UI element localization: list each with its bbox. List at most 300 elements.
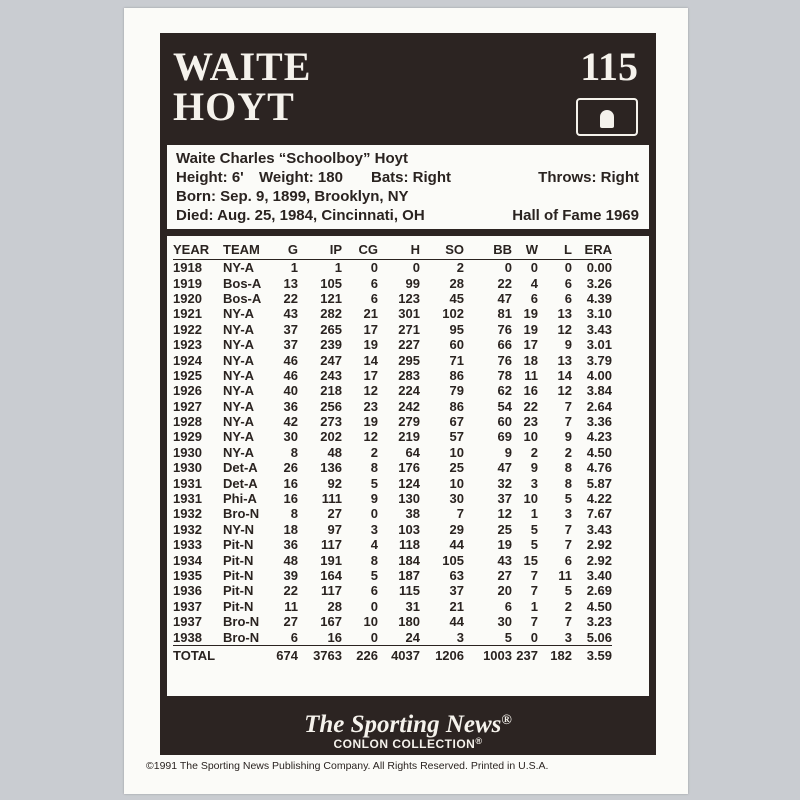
stats-cell: 1938 [173, 629, 202, 645]
stats-cell: 105 [320, 275, 342, 291]
stats-cell: 1919 [173, 275, 202, 291]
stats-row [173, 322, 612, 337]
stats-cell: 46 [283, 367, 298, 383]
stats-cell: 19 [363, 337, 378, 353]
stats-cell: 13 [557, 352, 572, 368]
stats-cell: 22 [523, 398, 538, 414]
stats-cell: 19 [363, 414, 378, 430]
stats-cell: 48 [327, 444, 342, 460]
stats-total-row [173, 645, 612, 665]
stats-total-cell: 182 [538, 645, 572, 665]
stats-cell: 6 [530, 290, 538, 306]
stats-header-cell: G [273, 240, 298, 260]
stats-cell: 3.43 [586, 321, 612, 337]
stats-cell: 8 [370, 460, 378, 476]
stats-cell: 191 [320, 552, 342, 568]
stats-cell: 1936 [173, 583, 202, 599]
stats-cell: Pit-N [223, 568, 254, 583]
player-first-name: WAITE [173, 44, 312, 89]
stats-cell: 1918 [173, 260, 202, 276]
stats-total-cell: 3.59 [572, 645, 612, 665]
stats-cell: 19 [523, 321, 538, 337]
stats-cell: 180 [398, 614, 420, 630]
stats-cell: 6 [564, 275, 572, 291]
stats-cell: 283 [398, 367, 420, 383]
stats-cell: 7 [564, 521, 572, 537]
stats-cell: 60 [449, 337, 464, 353]
stats-cell: 69 [497, 429, 512, 445]
stats-cell: 64 [405, 444, 420, 460]
stats-cell: 5 [530, 537, 538, 553]
stats-cell: 16 [327, 629, 342, 645]
stats-cell: 30 [283, 429, 298, 445]
stats-cell: 3.10 [586, 306, 612, 322]
stats-cell: 27 [283, 614, 298, 630]
stats-total-cell: 237 [512, 645, 538, 665]
stats-cell: 27 [327, 506, 342, 522]
stats-cell: 7.67 [586, 506, 612, 522]
stats-cell: 6 [370, 290, 378, 306]
stats-cell: 3.23 [586, 614, 612, 630]
stats-cell: 117 [321, 583, 342, 599]
stats-cell: 0 [564, 260, 572, 276]
stats-cell: 224 [398, 383, 420, 399]
stats-cell: 1920 [173, 290, 202, 306]
bio-full-name: Waite Charles “Schoolboy” Hoyt [176, 150, 408, 167]
stats-header-cell: YEAR [173, 240, 223, 260]
stats-cell: 3 [456, 629, 464, 645]
stats-cell: 44 [449, 537, 464, 553]
stats-cell: 242 [398, 398, 420, 414]
stats-header-cell: CG [342, 240, 378, 260]
stats-row [173, 614, 612, 629]
stats-cell: 10 [363, 614, 378, 630]
stats-cell: 256 [320, 398, 342, 414]
stats-row [173, 599, 612, 614]
stats-row [173, 491, 612, 506]
stats-cell: 6 [290, 629, 298, 645]
stats-cell: 117 [321, 537, 342, 553]
stats-cell: 43 [283, 306, 298, 322]
stats-cell: 121 [320, 290, 342, 306]
stats-cell: 28 [327, 598, 342, 614]
stats-cell: 19 [523, 306, 538, 322]
stats-cell: 13 [557, 306, 572, 322]
stats-cell: 5 [530, 521, 538, 537]
stats-cell: NY-A [223, 352, 255, 368]
stats-cell: 46 [283, 352, 298, 368]
stats-row [173, 383, 612, 398]
stats-cell: 29 [449, 521, 464, 537]
copyright-notice: ©1991 The Sporting News Publishing Company. All Rights Reserved. Printed in U.S.A. [146, 760, 549, 772]
stats-cell: NY-A [223, 414, 255, 430]
stats-cell: 202 [320, 429, 342, 445]
conlon-collection-label: CONLON COLLECTION® [333, 736, 483, 751]
stats-row [173, 522, 612, 537]
stats-cell: 12 [497, 506, 512, 522]
stats-cell: 6 [504, 598, 512, 614]
stats-cell: 1930 [173, 460, 202, 476]
stats-cell: NY-A [223, 306, 255, 322]
bio-throws: Throws: Right [538, 169, 639, 186]
stats-cell: Det-A [223, 475, 258, 491]
stats-cell: 57 [449, 429, 464, 445]
stats-cell: 1926 [173, 383, 202, 399]
stats-cell: 3.36 [586, 414, 612, 430]
stats-cell: 22 [283, 583, 298, 599]
stats-cell: 54 [497, 398, 512, 414]
stats-cell: 67 [449, 414, 464, 430]
stats-cell: 1 [334, 260, 342, 276]
stats-cell: NY-A [223, 398, 255, 414]
stats-cell: 13 [283, 275, 298, 291]
stats-header-cell: ERA [572, 240, 612, 260]
stats-cell: Bro-N [223, 629, 260, 645]
stats-cell: 0 [504, 260, 512, 276]
stats-cell: 6 [370, 583, 378, 599]
bio-panel [167, 145, 649, 229]
stats-cell: 2.69 [586, 583, 612, 599]
stats-cell: 3 [370, 521, 378, 537]
stats-cell: 218 [320, 383, 342, 399]
stats-cell: 8 [564, 460, 572, 476]
stats-cell: 1931 [173, 491, 202, 507]
stats-cell: 4.76 [586, 460, 612, 476]
stats-cell: 1924 [173, 352, 202, 368]
stats-cell: 1931 [173, 475, 202, 491]
mlb-players-logo-icon [576, 98, 638, 136]
stats-total-cell [223, 645, 273, 665]
stats-cell: 3.43 [586, 521, 612, 537]
stats-cell: 1937 [173, 598, 202, 614]
stats-cell: 25 [449, 460, 464, 476]
stats-cell: 227 [398, 337, 420, 353]
stats-cell: 0 [370, 598, 378, 614]
stats-cell: 27 [497, 568, 512, 583]
stats-cell: 79 [449, 383, 464, 399]
stats-cell: 4.23 [586, 429, 612, 445]
stats-row [173, 352, 612, 367]
stats-cell: 4.22 [586, 491, 612, 507]
stats-cell: 63 [449, 568, 464, 583]
stats-cell: 2 [564, 598, 572, 614]
bio-hall-of-fame: Hall of Fame 1969 [512, 207, 639, 224]
card-frame [160, 33, 656, 755]
bio-born: Born: Sep. 9, 1899, Brooklyn, NY [176, 188, 409, 205]
stats-cell: NY-A [223, 444, 255, 460]
stats-row [173, 275, 612, 290]
stats-cell: 6 [370, 275, 378, 291]
stats-cell: 3 [564, 506, 572, 522]
stats-cell: 1932 [173, 506, 202, 522]
stats-cell: 36 [283, 537, 298, 553]
stats-cell: 8 [564, 475, 572, 491]
bio-height: Height: 6' [176, 169, 244, 186]
stats-cell: 136 [320, 460, 342, 476]
stats-cell: 28 [449, 275, 464, 291]
stats-cell: 1925 [173, 367, 202, 383]
stats-cell: 5 [564, 491, 572, 507]
stats-cell: 124 [398, 475, 420, 491]
stats-header-row [173, 240, 612, 260]
bio-measurements [176, 168, 639, 188]
player-name [173, 44, 312, 129]
stats-header-cell: W [512, 240, 538, 260]
stats-cell: NY-A [223, 367, 255, 383]
stats-total-cell: 3763 [298, 645, 342, 665]
stats-cell: 10 [523, 491, 538, 507]
stats-cell: 78 [497, 367, 512, 383]
stats-row [173, 629, 612, 645]
stats-cell: 1921 [173, 306, 202, 322]
stats-row [173, 506, 612, 521]
stats-cell: Det-A [223, 460, 258, 476]
stats-cell: 16 [283, 475, 298, 491]
stats-cell: 4 [370, 537, 378, 553]
stats-cell: 164 [320, 568, 342, 583]
sporting-news-logo: The Sporting News® [304, 711, 512, 738]
stats-cell: Pit-N [223, 552, 254, 568]
player-last-name: HOYT [173, 84, 295, 129]
stats-cell: 273 [320, 414, 342, 430]
stats-cell: 17 [523, 337, 538, 353]
stats-cell: 0 [370, 260, 378, 276]
stats-cell: 1930 [173, 444, 202, 460]
stats-cell: 86 [449, 367, 464, 383]
stats-cell: 7 [530, 614, 538, 630]
stats-cell: 47 [497, 460, 512, 476]
stats-table [173, 240, 612, 665]
stats-cell: 1922 [173, 321, 202, 337]
stats-cell: 265 [320, 321, 342, 337]
stats-cell: 32 [497, 475, 512, 491]
stats-cell: 44 [449, 614, 464, 630]
stats-cell: 4.50 [586, 444, 612, 460]
stats-cell: 66 [497, 337, 512, 353]
stats-cell: 3 [564, 629, 572, 645]
stats-cell: 3.79 [586, 352, 612, 368]
stats-cell: 45 [449, 290, 464, 306]
stats-cell: 97 [327, 521, 342, 537]
stats-row [173, 306, 612, 321]
stats-cell: 11 [558, 568, 572, 583]
stats-total-cell: 226 [342, 645, 378, 665]
stats-cell: 9 [530, 460, 538, 476]
stats-cell: Pit-N [223, 598, 254, 614]
stats-header-cell: H [378, 240, 420, 260]
stats-cell: 4.50 [586, 598, 612, 614]
stats-panel [167, 236, 649, 696]
stats-cell: 2 [456, 260, 464, 276]
stats-header-cell: IP [298, 240, 342, 260]
stats-cell: 12 [363, 429, 378, 445]
stats-cell: Bro-N [223, 614, 260, 630]
stats-cell: 24 [405, 629, 420, 645]
stats-cell: 7 [564, 537, 572, 553]
stats-cell: Phi-A [223, 491, 257, 507]
stats-cell: Bro-N [223, 506, 260, 522]
stats-cell: 0 [370, 506, 378, 522]
stats-row [173, 399, 612, 414]
stats-cell: 37 [283, 321, 298, 337]
stats-cell: 15 [523, 552, 538, 568]
stats-cell: 130 [398, 491, 420, 507]
stats-row [173, 291, 612, 306]
stats-cell: 0 [530, 629, 538, 645]
bio-died: Died: Aug. 25, 1984, Cincinnati, OH [176, 207, 425, 224]
stats-cell: 38 [405, 506, 420, 522]
stats-cell: Pit-N [223, 583, 254, 599]
stats-row [173, 568, 612, 583]
stats-cell: 4.39 [586, 290, 612, 306]
card-number: 115 [580, 44, 638, 89]
stats-cell: 3.26 [586, 275, 612, 291]
stats-cell: 271 [398, 321, 420, 337]
stats-cell: 47 [497, 290, 512, 306]
stats-cell: 5.06 [586, 629, 612, 645]
stats-cell: NY-A [223, 260, 255, 276]
stats-cell: 1932 [173, 521, 202, 537]
stats-cell: 0 [370, 629, 378, 645]
stats-cell: 18 [283, 521, 298, 537]
stats-cell: 9 [564, 337, 572, 353]
stats-cell: 243 [320, 367, 342, 383]
stats-cell: 7 [564, 414, 572, 430]
stats-total-cell: 674 [273, 645, 298, 665]
stats-cell: 42 [283, 414, 298, 430]
stats-cell: 37 [283, 337, 298, 353]
stats-cell: 18 [523, 352, 538, 368]
stats-cell: 22 [283, 290, 298, 306]
stats-cell: 26 [283, 460, 298, 476]
stats-cell: NY-A [223, 337, 255, 353]
stats-cell: 76 [497, 321, 512, 337]
stats-cell: 12 [557, 321, 572, 337]
stats-header-cell: BB [464, 240, 512, 260]
stats-cell: NY-A [223, 429, 255, 445]
stats-cell: 279 [398, 414, 420, 430]
stats-cell: 2.92 [586, 537, 612, 553]
stats-cell: 295 [398, 352, 420, 368]
stats-cell: 14 [557, 367, 572, 383]
stats-cell: 81 [497, 306, 512, 322]
stats-cell: 1 [290, 260, 298, 276]
stats-cell: 5 [370, 568, 378, 583]
stats-row [173, 460, 612, 475]
stats-cell: 301 [398, 306, 420, 322]
stats-row [173, 414, 612, 429]
bio-bats: Bats: Right [371, 169, 451, 186]
stats-cell: Bos-A [223, 275, 262, 291]
stats-row [173, 475, 612, 490]
stats-row [173, 537, 612, 552]
stats-cell: 31 [405, 598, 420, 614]
stats-cell: 12 [557, 383, 572, 399]
stats-cell: 2 [530, 444, 538, 460]
stats-cell: 40 [283, 383, 298, 399]
stats-cell: 7 [564, 398, 572, 414]
stats-cell: 4.00 [586, 367, 612, 383]
stats-cell: 7 [530, 583, 538, 599]
stats-cell: 2.92 [586, 552, 612, 568]
stats-cell: 2 [564, 444, 572, 460]
stats-cell: 8 [290, 506, 298, 522]
stats-cell: 219 [398, 429, 420, 445]
stats-cell: 115 [399, 583, 420, 599]
stats-cell: 36 [283, 398, 298, 414]
stats-cell: 3.01 [586, 337, 612, 353]
stats-cell: 48 [283, 552, 298, 568]
stats-cell: 7 [564, 614, 572, 630]
stats-cell: 105 [442, 552, 464, 568]
stats-total-cell: TOTAL [173, 645, 223, 665]
stats-cell: 16 [523, 383, 538, 399]
stats-cell: 5 [370, 475, 378, 491]
stats-header-cell: SO [420, 240, 464, 260]
stats-cell: 176 [398, 460, 420, 476]
stats-cell: 39 [283, 568, 298, 583]
stats-cell: 37 [449, 583, 464, 599]
stats-cell: 99 [405, 275, 420, 291]
stats-cell: 17 [363, 321, 378, 337]
stats-cell: 118 [399, 537, 420, 553]
stats-cell: 5 [504, 629, 512, 645]
stats-row [173, 583, 612, 598]
stats-cell: 1934 [173, 552, 202, 568]
stats-cell: 6 [564, 290, 572, 306]
stats-cell: 247 [320, 352, 342, 368]
stats-row [173, 552, 612, 567]
stats-cell: 1923 [173, 337, 202, 353]
stats-cell: 10 [449, 444, 464, 460]
stats-cell: 102 [442, 306, 464, 322]
stats-total-cell: 1206 [420, 645, 464, 665]
stats-cell: 187 [398, 568, 420, 583]
stats-cell: 2.64 [586, 398, 612, 414]
stats-cell: 3.84 [586, 383, 612, 399]
stats-cell: NY-A [223, 383, 255, 399]
stats-cell: 282 [320, 306, 342, 322]
stats-cell: 95 [449, 321, 464, 337]
stats-cell: Pit-N [223, 537, 254, 553]
stats-cell: 62 [497, 383, 512, 399]
stats-cell: 60 [497, 414, 512, 430]
stats-cell: NY-N [223, 521, 255, 537]
stats-cell: 11 [524, 367, 538, 383]
stats-cell: 20 [497, 583, 512, 599]
stats-cell: 184 [398, 552, 420, 568]
stats-cell: 2 [370, 444, 378, 460]
stats-cell: 3 [530, 475, 538, 491]
stats-cell: 1928 [173, 414, 202, 430]
stats-total-cell: 1003 [464, 645, 512, 665]
stats-cell: 86 [449, 398, 464, 414]
stats-cell: 1929 [173, 429, 202, 445]
stats-cell: 22 [497, 275, 512, 291]
stats-cell: 43 [497, 552, 512, 568]
stats-cell: 5 [564, 583, 572, 599]
stats-cell: 1 [530, 598, 538, 614]
stats-cell: 1937 [173, 614, 202, 630]
stats-cell: 12 [363, 383, 378, 399]
stats-cell: 123 [398, 290, 420, 306]
stats-total-cell: 4037 [378, 645, 420, 665]
bio-weight: Weight: 180 [259, 169, 343, 186]
stats-cell: 7 [456, 506, 464, 522]
stats-cell: 9 [370, 491, 378, 507]
stats-cell: 111 [321, 491, 342, 507]
stats-cell: 167 [320, 614, 342, 630]
